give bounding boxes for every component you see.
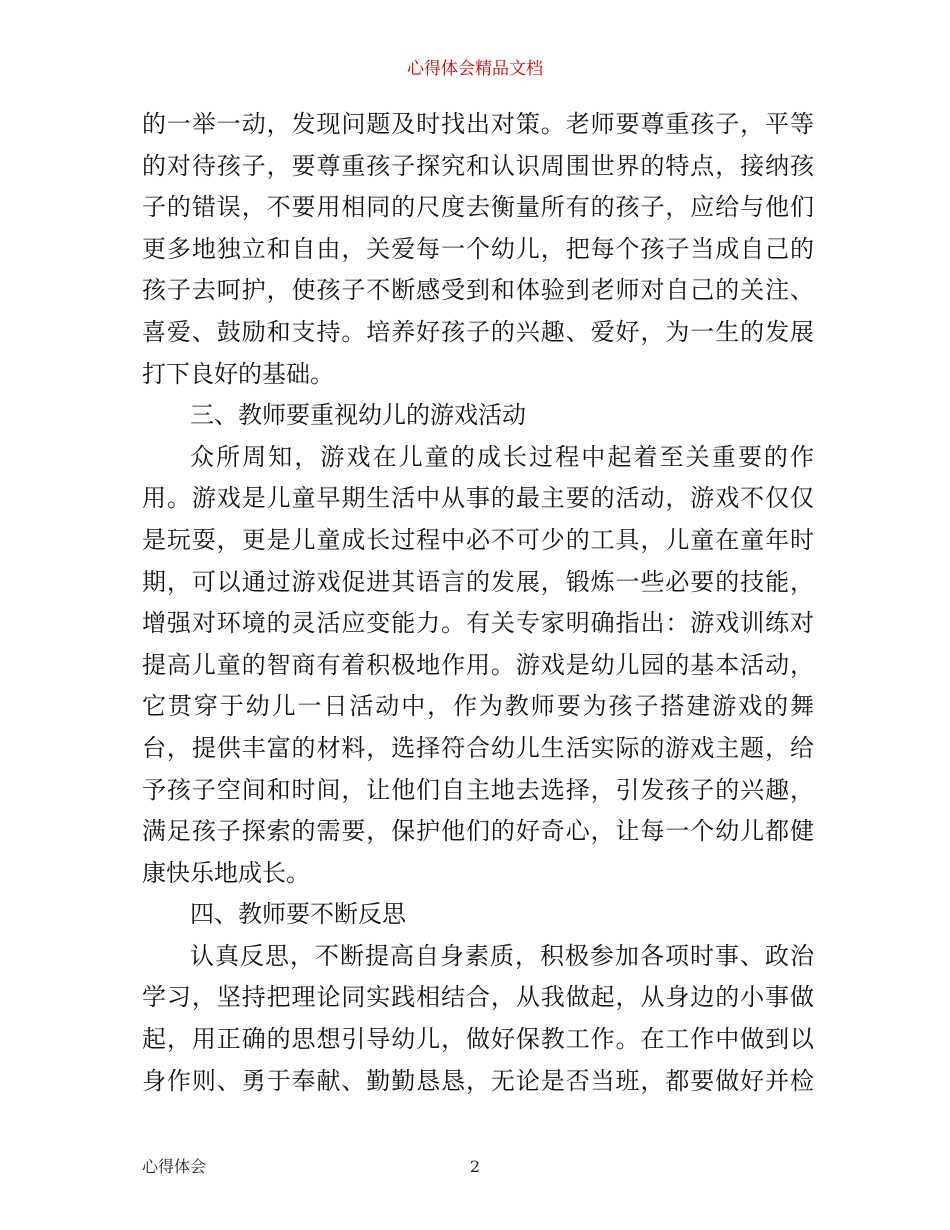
section-heading: 三、教师要重视幼儿的游戏活动 [190,401,526,430]
paragraph-line: 提高儿童的智商有着积极地作用。游戏是幼儿园的基本活动， [142,650,814,679]
paragraph-line: 台，提供丰富的材料，选择符合幼儿生活实际的游戏主题，给 [142,733,814,762]
document-body [142,104,814,1102]
paragraph-line: 学习，坚持把理论同实践相结合，从我做起，从身边的小事做 [142,983,814,1012]
paragraph-line: 用。游戏是儿童早期生活中从事的最主要的活动，游戏不仅仅 [142,484,814,513]
paragraph-line: 的一举一动，发现问题及时找出对策。老师要尊重孩子，平等 [142,110,814,138]
paragraph-line: 认真反思，不断提高自身素质，积极参加各项时事、政治 [190,941,814,970]
paragraph-line: 的对待孩子，要尊重孩子探究和认识周围世界的特点，接纳孩 [142,151,814,180]
paragraph-line: 喜爱、鼓励和支持。培养好孩子的兴趣、爱好，为一生的发展 [142,317,814,346]
paragraph-line: 增强对环境的灵活应变能力。有关专家明确指出：游戏训练对 [142,609,814,638]
section-heading: 四、教师要不断反思 [190,900,406,929]
footer-label: 心得体会 [142,1157,207,1176]
paragraph-line: 予孩子空间和时间，让他们自主地去选择，引发孩子的兴趣， [142,775,814,804]
paragraph-line: 起，用正确的思想引导幼儿，做好保教工作。在工作中做到以 [142,1025,814,1054]
paragraph-line: 是玩耍，更是儿童成长过程中必不可少的工具，儿童在童年时 [142,525,814,554]
paragraph-line: 身作则、勇于奉献、勤勤恳恳，无论是否当班，都要做好并检 [142,1066,814,1095]
paragraph-line: 期，可以通过游戏促进其语言的发展，锻炼一些必要的技能， [142,567,814,596]
paragraph-line: 孩子去呵护，使孩子不断感受到和体验到老师对自己的关注、 [142,276,814,305]
paragraph-line: 它贯穿于幼儿一日活动中，作为教师要为孩子搭建游戏的舞 [142,692,814,721]
paragraph-line: 众所周知，游戏在儿童的成长过程中起着至关重要的作 [190,442,814,471]
paragraph-line: 子的错误，不要用相同的尺度去衡量所有的孩子，应给与他们 [142,193,814,222]
paragraph-line: 更多地独立和自由，关爱每一个幼儿，把每个孩子当成自己的 [142,234,814,263]
paragraph-line: 满足孩子探索的需要，保护他们的好奇心，让每一个幼儿都健 [142,817,814,846]
paragraph-line: 打下良好的基础。 [142,359,334,388]
page-number: 2 [469,1157,481,1176]
paragraph-line: 康快乐地成长。 [142,858,310,887]
page-header-title: 心得体会精品文档 [407,59,543,79]
